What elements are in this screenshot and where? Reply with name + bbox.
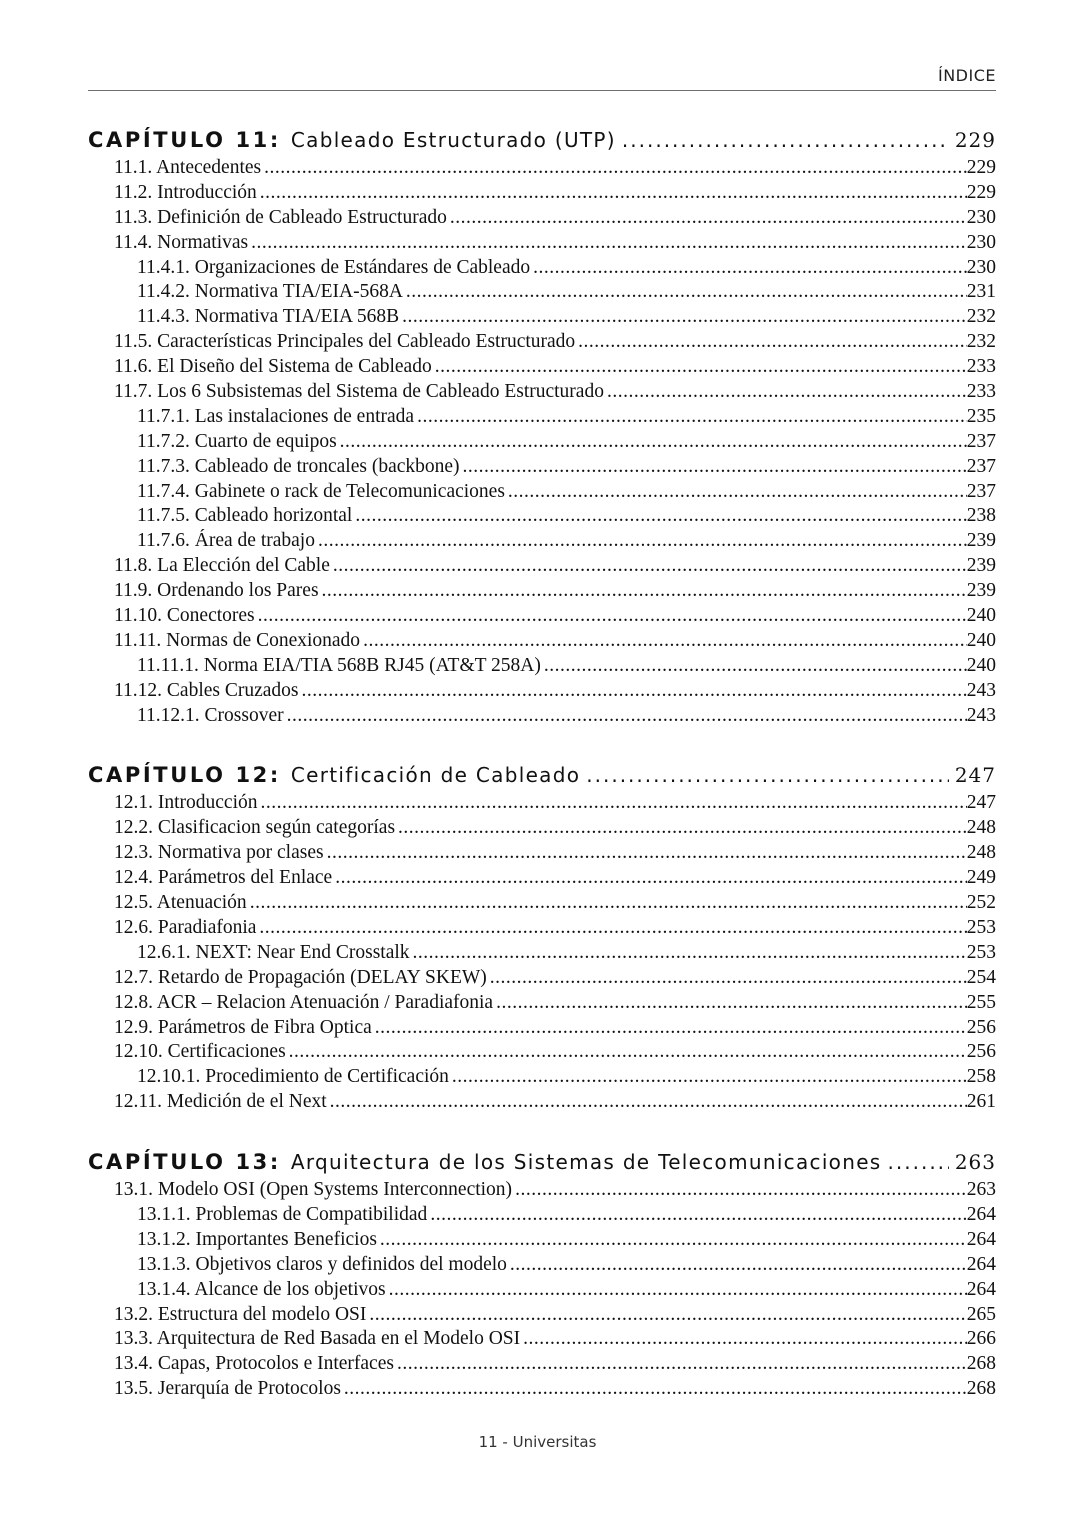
toc-section-entry[interactable] [88, 231, 996, 256]
toc-subsection-entry[interactable] [88, 1278, 996, 1303]
entry-page-number: 256 [966, 1016, 996, 1038]
entry-page-number: 231 [966, 281, 996, 303]
dot-leader [510, 1253, 967, 1278]
entry-title: 13.4. Capas, Protocolos e Interfaces [114, 1353, 394, 1375]
entry-title: 12.10. Certificaciones [114, 1041, 286, 1063]
entry-page-number: 268 [966, 1378, 996, 1400]
dot-leader [533, 256, 967, 281]
table-of-contents [88, 124, 996, 1402]
toc-section-entry[interactable] [88, 604, 996, 629]
dot-leader [250, 891, 967, 916]
entry-title: 11.7. Los 6 Subsistemas del Sistema de Cableado Estructurado [114, 381, 604, 403]
dot-leader [406, 280, 967, 305]
entry-title: 11.11.1. Norma EIA/TIA 568B RJ45 (AT&T 258A) [137, 654, 541, 676]
dot-leader [363, 629, 967, 654]
entry-title: 11.12. Cables Cruzados [114, 679, 299, 701]
entry-page-number: 247 [966, 792, 996, 814]
chapter-label: CAPÍTULO 12: [88, 763, 281, 788]
dot-leader [287, 704, 967, 729]
chapter-heading[interactable] [88, 1146, 996, 1178]
entry-page-number: 232 [966, 331, 996, 353]
entry-page-number: 248 [966, 817, 996, 839]
entry-title: 11.9. Ordenando los Pares [114, 580, 319, 602]
toc-section-entry[interactable] [88, 1327, 996, 1352]
entry-page-number: 233 [966, 356, 996, 378]
entry-page-number: 239 [966, 580, 996, 602]
toc-section-entry[interactable] [88, 916, 996, 941]
toc-section-entry[interactable] [88, 554, 996, 579]
chapter-spacer [88, 1115, 996, 1146]
entry-page-number: 237 [966, 430, 996, 452]
chapter-title: Certificación de Cableado [290, 763, 581, 788]
chapter-title: Cableado Estructurado (UTP) [290, 128, 616, 152]
dot-leader [389, 1278, 967, 1303]
entry-title: 12.6. Paradiafonia [114, 916, 257, 938]
entry-page-number: 232 [966, 306, 996, 328]
chapter-label: CAPÍTULO 13: [88, 1150, 281, 1175]
entry-page-number: 239 [966, 530, 996, 552]
page-footer: 11 - Universitas [478, 1433, 597, 1451]
toc-section-entry[interactable] [88, 579, 996, 604]
dot-leader [375, 1016, 967, 1041]
dot-leader [333, 554, 967, 579]
entry-title: 12.6.1. NEXT: Near End Crosstalk [137, 941, 410, 963]
entry-page-number: 255 [966, 991, 996, 1013]
dot-leader [397, 1352, 967, 1377]
dot-leader [523, 1327, 967, 1352]
chapter-spacer [88, 728, 996, 759]
entry-title: 12.8. ACR – Relacion Atenuación / Paradiafonia [114, 991, 494, 1013]
entry-title: 11.4.3. Normativa TIA/EIA 568B [137, 306, 400, 328]
entry-title: 13.5. Jerarquía de Protocolos [114, 1378, 341, 1400]
dot-leader [508, 480, 967, 505]
entry-title: 11.3. Definición de Cableado Estructurado [114, 206, 447, 228]
dot-leader [369, 1303, 966, 1328]
dot-leader [413, 941, 967, 966]
entry-page-number: 253 [966, 941, 996, 963]
entry-page-number: 240 [966, 629, 996, 651]
entry-page-number: 258 [966, 1066, 996, 1088]
toc-subsection-entry[interactable] [88, 305, 996, 330]
dot-leader [402, 305, 967, 330]
toc-section-entry[interactable] [88, 1090, 996, 1115]
running-title: ÍNDICE [937, 66, 996, 85]
entry-title: 11.12.1. Crossover [137, 704, 284, 726]
toc-section-entry[interactable] [88, 380, 996, 405]
entry-page-number: 243 [966, 679, 996, 701]
dot-leader [586, 759, 949, 791]
dot-leader [340, 430, 967, 455]
entry-page-number: 256 [966, 1041, 996, 1063]
dot-leader [251, 231, 967, 256]
entry-title: 11.7.1. Las instalaciones de entrada [137, 405, 415, 427]
entry-title: 12.2. Clasificacion según categorías [114, 817, 396, 839]
entry-page-number: 243 [966, 704, 996, 726]
toc-subsection-entry[interactable] [88, 941, 996, 966]
toc-section-entry[interactable] [88, 866, 996, 891]
dot-leader [622, 124, 949, 156]
entry-title: 11.7.3. Cableado de troncales (backbone) [137, 455, 460, 477]
toc-subsection-entry[interactable] [88, 1203, 996, 1228]
dot-leader [398, 816, 967, 841]
entry-title: 11.1. Antecedentes [114, 157, 262, 178]
entry-page-number: 264 [966, 1253, 996, 1275]
entry-title: 11.4. Normativas [114, 231, 249, 253]
dot-leader [335, 866, 967, 891]
dot-leader [258, 604, 967, 629]
toc-section-entry[interactable] [88, 629, 996, 654]
entry-page-number: 248 [966, 842, 996, 864]
entry-page-number: 263 [966, 1179, 996, 1201]
entry-title: 12.10.1. Procedimiento de Certificación [137, 1066, 449, 1088]
dot-leader [264, 156, 967, 181]
toc-section-entry[interactable] [88, 355, 996, 380]
entry-page-number: 252 [966, 892, 996, 914]
toc-section-entry[interactable] [88, 330, 996, 355]
entry-title: 11.11. Normas de Conexionado [114, 629, 361, 651]
entry-title: 12.4. Parámetros del Enlace [114, 867, 333, 889]
entry-title: 11.4.2. Normativa TIA/EIA-568A [137, 281, 403, 303]
entry-title: 12.9. Parámetros de Fibra Optica [114, 1016, 372, 1038]
dot-leader [259, 916, 966, 941]
dot-leader [544, 654, 967, 679]
entry-title: 11.7.6. Área de trabajo [137, 530, 315, 552]
dot-leader [607, 380, 967, 405]
toc-section-entry[interactable] [88, 156, 996, 181]
entry-title: 12.7. Retardo de Propagación (DELAY SKEW) [114, 966, 487, 988]
entry-page-number: 229 [966, 181, 996, 203]
toc-subsection-entry[interactable] [88, 654, 996, 679]
toc-section-entry[interactable] [88, 1040, 996, 1065]
entry-title: 12.5. Atenuación [114, 892, 247, 914]
entry-page-number: 264 [966, 1228, 996, 1250]
entry-title: 12.3. Normativa por clases [114, 842, 324, 864]
toc-section-entry[interactable] [88, 841, 996, 866]
dot-leader [515, 1178, 967, 1203]
dot-leader [490, 966, 967, 991]
entry-title: 11.5. Características Principales del Cableado Estructurado [114, 331, 576, 353]
entry-page-number: 265 [966, 1303, 996, 1325]
chapter-page-number: 247 [954, 763, 996, 788]
entry-title: 13.1.1. Problemas de Compatibilidad [137, 1203, 428, 1225]
running-header [88, 64, 996, 91]
chapter-title: Arquitectura de los Sistemas de Telecomunicaciones [290, 1150, 882, 1175]
toc-subsection-entry[interactable] [88, 405, 996, 430]
entry-title: 13.3. Arquitectura de Red Basada en el Modelo OSI [114, 1328, 521, 1350]
entry-page-number: 254 [966, 966, 996, 988]
entry-page-number: 264 [966, 1278, 996, 1300]
entry-title: 13.1. Modelo OSI (Open Systems Interconnection) [114, 1179, 513, 1201]
toc-subsection-entry[interactable] [88, 256, 996, 281]
toc-subsection-entry[interactable] [88, 1228, 996, 1253]
entry-title: 13.1.3. Objetivos claros y definidos del modelo [137, 1253, 507, 1275]
dot-leader [322, 579, 967, 604]
toc-section-entry[interactable] [88, 1016, 996, 1041]
toc-subsection-entry[interactable] [88, 280, 996, 305]
entry-title: 12.1. Introducción [114, 792, 258, 814]
toc-section-entry[interactable] [88, 1352, 996, 1377]
dot-leader [318, 529, 967, 554]
toc-subsection-entry[interactable] [88, 455, 996, 480]
dot-leader [330, 1090, 967, 1115]
entry-page-number: 266 [966, 1328, 996, 1350]
toc-section-entry[interactable] [88, 816, 996, 841]
toc-section-entry[interactable] [88, 1178, 996, 1203]
toc-subsection-entry[interactable] [88, 1253, 996, 1278]
toc-section-entry[interactable] [88, 991, 996, 1016]
entry-page-number: 230 [966, 256, 996, 278]
entry-page-number: 249 [966, 867, 996, 889]
dot-leader [355, 504, 966, 529]
entry-title: 12.11. Medición de el Next [114, 1091, 327, 1113]
entry-page-number: 230 [966, 231, 996, 253]
dot-leader [496, 991, 967, 1016]
toc-section-entry[interactable] [88, 1303, 996, 1328]
entry-page-number: 233 [966, 381, 996, 403]
toc-subsection-entry[interactable] [88, 480, 996, 505]
entry-page-number: 240 [966, 654, 996, 676]
toc-section-entry[interactable] [88, 206, 996, 231]
entry-page-number: 237 [966, 480, 996, 502]
toc-subsection-entry[interactable] [88, 504, 996, 529]
dot-leader [380, 1228, 967, 1253]
chapter-heading[interactable] [88, 759, 996, 791]
entry-title: 11.6. El Diseño del Sistema de Cableado [114, 356, 432, 378]
entry-page-number: 264 [966, 1203, 996, 1225]
toc-section-entry[interactable] [88, 891, 996, 916]
dot-leader [261, 791, 967, 816]
chapter-page-number: 263 [954, 1150, 996, 1175]
dot-leader [435, 355, 967, 380]
toc-subsection-entry[interactable] [88, 704, 996, 729]
toc-section-entry[interactable] [88, 181, 996, 206]
dot-leader [450, 206, 967, 231]
dot-leader [302, 679, 967, 704]
entry-page-number: 235 [966, 405, 996, 427]
entry-page-number: 253 [966, 916, 996, 938]
entry-title: 13.1.4. Alcance de los objetivos [137, 1278, 386, 1300]
entry-title: 11.7.4. Gabinete o rack de Telecomunicaciones [137, 480, 505, 502]
entry-title: 11.2. Introducción [114, 181, 257, 203]
entry-page-number: 238 [966, 505, 996, 527]
entry-page-number: 237 [966, 455, 996, 477]
entry-title: 13.1.2. Importantes Beneficios [137, 1228, 377, 1250]
entry-title: 11.10. Conectores [114, 605, 255, 627]
entry-page-number: 230 [966, 206, 996, 228]
dot-leader [578, 330, 967, 355]
toc-section-entry[interactable] [88, 1377, 996, 1402]
toc-section-entry[interactable] [88, 791, 996, 816]
entry-title: 11.7.2. Cuarto de equipos [137, 430, 337, 452]
dot-leader [417, 405, 967, 430]
dot-leader [463, 455, 967, 480]
chapter-heading[interactable] [88, 124, 996, 156]
toc-subsection-entry[interactable] [88, 430, 996, 455]
entry-page-number: 229 [966, 157, 996, 178]
dot-leader [888, 1146, 949, 1178]
toc-section-entry[interactable] [88, 679, 996, 704]
dot-leader [289, 1040, 967, 1065]
entry-title: 13.2. Estructura del modelo OSI [114, 1303, 367, 1325]
chapter-label: CAPÍTULO 11: [88, 128, 281, 152]
toc-section-entry[interactable] [88, 966, 996, 991]
dot-leader [260, 181, 967, 206]
chapter-page-number: 229 [954, 128, 996, 152]
entry-page-number: 268 [966, 1353, 996, 1375]
dot-leader [430, 1203, 966, 1228]
entry-page-number: 239 [966, 555, 996, 577]
entry-title: 11.8. La Elección del Cable [114, 555, 330, 577]
entry-page-number: 240 [966, 605, 996, 627]
dot-leader [344, 1377, 967, 1402]
dot-leader [327, 841, 967, 866]
toc-subsection-entry[interactable] [88, 1065, 996, 1090]
entry-page-number: 261 [966, 1091, 996, 1113]
entry-title: 11.7.5. Cableado horizontal [137, 505, 353, 527]
entry-title: 11.4.1. Organizaciones de Estándares de Cableado [137, 256, 531, 278]
dot-leader [452, 1065, 967, 1090]
toc-subsection-entry[interactable] [88, 529, 996, 554]
